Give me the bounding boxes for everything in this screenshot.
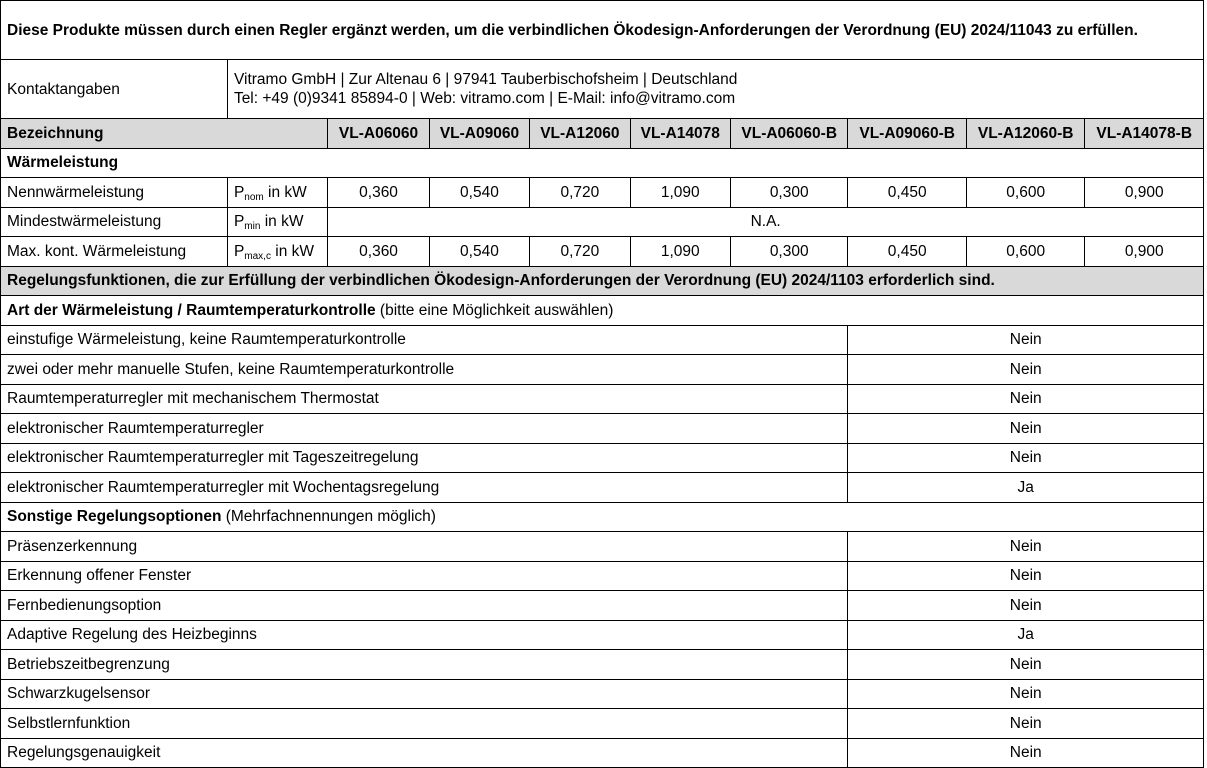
- other-option-value: Nein: [848, 738, 1204, 768]
- nominal-heat-value: 0,720: [530, 178, 630, 208]
- other-option-row: [1, 709, 1204, 739]
- model-name: VL-A09060-B: [848, 119, 966, 149]
- other-option-label: Präsenzerkennung: [1, 532, 848, 562]
- model-name: VL-A06060-B: [730, 119, 847, 149]
- max-cont-heat-value: 0,900: [1085, 237, 1204, 267]
- room-control-row: [1, 414, 1204, 444]
- max-cont-heat-value: 0,720: [530, 237, 630, 267]
- minimum-heat-symbol: $P_{min}$ in kW: [227, 207, 327, 237]
- nominal-heat-value: 0,900: [1085, 178, 1204, 208]
- max-cont-heat-value: 1,090: [630, 237, 730, 267]
- model-header-label: Bezeichnung: [1, 119, 328, 149]
- nominal-heat-value: 0,360: [328, 178, 429, 208]
- model-name: VL-A14078-B: [1085, 119, 1204, 149]
- room-control-option-value: Nein: [848, 414, 1204, 444]
- nominal-heat-value: 0,600: [966, 178, 1084, 208]
- max-cont-heat-row: [1, 237, 1204, 267]
- other-option-label: Regelungsgenauigkeit: [1, 738, 848, 768]
- other-option-label: Schwarzkugelsensor: [1, 679, 848, 709]
- room-control-option-value: Nein: [848, 443, 1204, 473]
- room-control-option-label: Raumtemperaturregler mit mechanischem Thermostat: [1, 384, 848, 414]
- room-control-option-label: zwei oder mehr manuelle Stufen, keine Raumtemperaturkontrolle: [1, 355, 848, 385]
- other-option-value: Nein: [848, 591, 1204, 621]
- heat-output-heading: Wärmeleistung: [1, 148, 1204, 178]
- max-cont-heat-value: 0,360: [328, 237, 429, 267]
- model-header-row: [1, 119, 1204, 149]
- nominal-heat-value: 0,300: [730, 178, 847, 208]
- other-option-label: Adaptive Regelung des Heizbeginns: [1, 620, 848, 650]
- contact-label: Kontaktangaben: [1, 60, 228, 119]
- other-option-value: Ja: [848, 620, 1204, 650]
- room-control-option-value: Nein: [848, 325, 1204, 355]
- other-option-row: [1, 679, 1204, 709]
- max-cont-heat-value: 0,300: [730, 237, 847, 267]
- room-control-row: [1, 355, 1204, 385]
- other-option-value: Nein: [848, 709, 1204, 739]
- other-option-label: Selbstlernfunktion: [1, 709, 848, 739]
- control-functions-heading: Regelungsfunktionen, die zur Erfüllung der verbindlichen Ökodesign-Anforderungen der Verordnung (EU) 2024/1103 erforderlich sind.: [1, 266, 1204, 296]
- room-control-option-label: elektronischer Raumtemperaturregler mit Wochentagsregelung: [1, 473, 848, 503]
- contact-line-address: Vitramo GmbH | Zur Altenau 6 | 97941 Tauberbischofsheim | Deutschland: [233, 71, 738, 88]
- max-cont-heat-label: Max. kont. Wärmeleistung: [1, 237, 228, 267]
- model-name: VL-A12060-B: [966, 119, 1084, 149]
- max-cont-heat-value: 0,600: [966, 237, 1084, 267]
- other-option-row: [1, 620, 1204, 650]
- other-option-value: Nein: [848, 561, 1204, 591]
- other-option-row: [1, 738, 1204, 768]
- room-control-option-value: Nein: [848, 355, 1204, 385]
- minimum-heat-value: N.A.: [328, 207, 1204, 237]
- control-functions-heading-row: [1, 266, 1204, 296]
- max-cont-heat-symbol: $P_{max,c}$ in kW: [227, 237, 327, 267]
- contact-line-phone-web-mail: Tel: +49 (0)9341 85894-0 | Web: vitramo.com | E-Mail: info@vitramo.com: [233, 90, 736, 107]
- other-option-label: Betriebszeitbegrenzung: [1, 650, 848, 680]
- nominal-heat-value: 1,090: [630, 178, 730, 208]
- max-cont-heat-value: 0,450: [848, 237, 966, 267]
- other-option-label: Fernbedienungsoption: [1, 591, 848, 621]
- room-control-row: [1, 325, 1204, 355]
- other-option-value: Nein: [848, 532, 1204, 562]
- contact-details: [227, 60, 1203, 119]
- nominal-heat-symbol: $P_{nom}$ in kW: [227, 178, 327, 208]
- room-control-option-label: elektronischer Raumtemperaturregler mit Tageszeitregelung: [1, 443, 848, 473]
- other-option-row: [1, 532, 1204, 562]
- minimum-heat-label: Mindestwärmeleistung: [1, 207, 228, 237]
- other-option-row: [1, 561, 1204, 591]
- max-cont-heat-value: 0,540: [429, 237, 529, 267]
- room-control-option-label: einstufige Wärmeleistung, keine Raumtemperaturkontrolle: [1, 325, 848, 355]
- model-name: VL-A09060: [429, 119, 529, 149]
- room-control-row: [1, 384, 1204, 414]
- contact-row: [1, 60, 1204, 119]
- other-option-value: Nein: [848, 650, 1204, 680]
- other-option-row: [1, 650, 1204, 680]
- room-control-heading-row: [1, 296, 1204, 326]
- room-control-option-value: Ja: [848, 473, 1204, 503]
- nominal-heat-row: [1, 178, 1204, 208]
- nominal-heat-value: 0,540: [429, 178, 529, 208]
- model-name: VL-A14078: [630, 119, 730, 149]
- heat-output-heading-row: [1, 148, 1204, 178]
- room-control-row: [1, 443, 1204, 473]
- other-options-heading-row: [1, 502, 1204, 532]
- other-option-value: Nein: [848, 679, 1204, 709]
- nominal-heat-value: 0,450: [848, 178, 966, 208]
- room-control-heading: Art der Wärmeleistung / Raumtemperaturkontrolle (bitte eine Möglichkeit auswählen): [1, 296, 1204, 326]
- model-name: VL-A12060: [530, 119, 630, 149]
- other-options-heading: Sonstige Regelungsoptionen (Mehrfachnennungen möglich): [1, 502, 1204, 532]
- notice-row: [1, 1, 1204, 60]
- minimum-heat-row: [1, 207, 1204, 237]
- other-option-label: Erkennung offener Fenster: [1, 561, 848, 591]
- model-name: VL-A06060: [328, 119, 429, 149]
- notice-text: Diese Produkte müssen durch einen Regler ergänzt werden, um die verbindlichen Ökodesign-Anforderungen der Verordnung (EU) 2024/11043 zu erfüllen.: [1, 1, 1204, 60]
- room-control-row: [1, 473, 1204, 503]
- room-control-option-label: elektronischer Raumtemperaturregler: [1, 414, 848, 444]
- nominal-heat-label: Nennwärmeleistung: [1, 178, 228, 208]
- other-option-row: [1, 591, 1204, 621]
- room-control-option-value: Nein: [848, 384, 1204, 414]
